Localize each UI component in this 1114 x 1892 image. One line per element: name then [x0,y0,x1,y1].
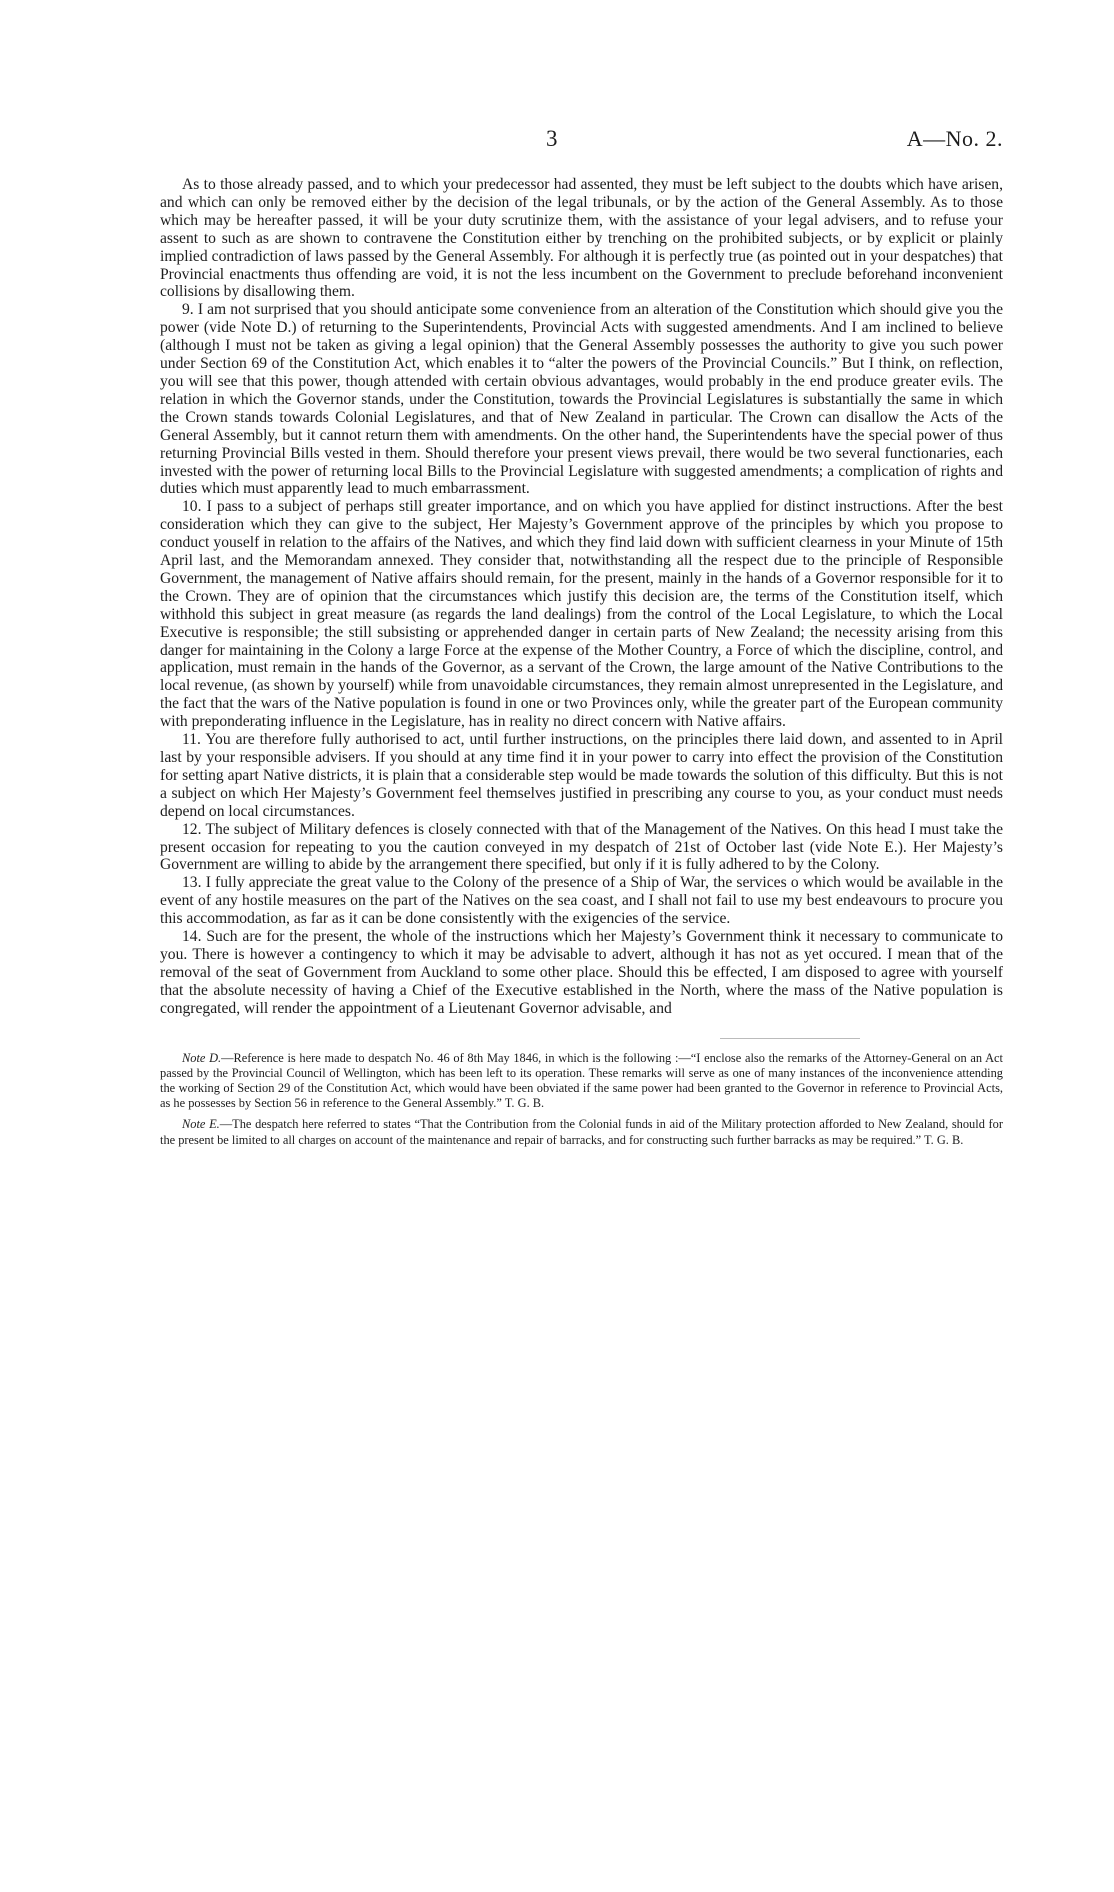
paragraph-10 [160,498,1003,731]
footnote-divider [720,1038,860,1039]
paragraph-text: You are therefore fully authorised to act, until further instructions, on the principles there laid down, and assented to in April last by your responsible advisers. If you should at any time find it in your power to carry into effect the provision of the Constitution for setting apart Native districts, it is plain that a considerable step would be made towards the solution of this difficulty. But this is not a subject on which Her Majesty’s Government feel themselves justified in prescribing any course to you, as your conduct must needs depend on local circumstances. [160,731,1003,820]
paragraph-text: I am not surprised that you should anticipate some convenience from an alteration of the Constitution which should give you the power (vide Note D.) of returning to the Superintendents, Provincial Acts with suggested amendments. And I am inclined to believe (although I must not be taken as giving a legal opinion) that the General Assembly possesses the authority to give you such power under Section 69 of the Constitution Act, which enables it to “alter the powers of the Provincial Councils.” But I think, on reflection, you will see that this power, though attended with certain obvious advantages, would probably in the end produce greater evils. The relation in which the Governor stands, under the Constitution, towards the Provincial Legislatures is substantially the same in which the Crown stands towards Colonial Legislatures, and that of New Zealand in particular. The Crown can disallow the Acts of the General Assembly, but it cannot return them with amendments. On the other hand, the Superintendents have the special power of thus returning Provincial Bills vested in them. Should therefore your present views prevail, there would be two several functionaries, each invested with the power of returning local Bills to the Provincial Legislature with suggested amendments; a complication of rights and duties which must apparently lead to much embarrassment. [160,301,1003,498]
paragraph-11 [160,731,1003,821]
footnote-text: —Reference is here made to despatch No. 46 of 8th May 1846, in which is the following :—“I enclose also the remarks of the Attorney-General on an Act passed by the Provincial Council of Wellington, which has been left to its operation. These remarks will serve as one of many instances of the inconvenience attending the working of Section 29 of the Constitution Act, which would have been obviated if the same power had been granted to the Governor in reference to Provincial Acts, as he possesses by Section 56 in reference to the General Assembly.” T. G. B. [160,1050,1003,1111]
footnote-d [160,1051,1003,1112]
paragraph-number: 12. [182,820,202,838]
paragraph-text: As to those already passed, and to which your predecessor had assented, they must be left subject to the doubts which have arisen, and which can only be removed either by the decision of the legal tribunals, or by the action of the General Assembly. As to those which may be hereafter passed, it will be your duty scrutinize them, with the assistance of your legal advisers, and to refuse your assent to such as are shown to contravene the Constitution either by trenching on the prohibited subjects, or by explicit or plainly implied contradiction of laws passed by the General Assembly. For although it is perfectly true (as pointed out in your despatches) that Provincial enactments thus offending are void, it is not the less incumbent on the Government to preclude beforehand inconvenient collisions by disallowing them. [160,176,1003,301]
paragraph-number: 10. [182,498,202,516]
page-header [160,124,1003,164]
paragraph-continuation [160,176,1003,301]
paragraph-number: 9. [182,301,194,319]
footnote-e [160,1117,1003,1147]
document-page [160,124,1003,1154]
paragraph-13 [160,874,1003,928]
paragraph-number: 11. [182,731,201,749]
paragraph-number: 13. [182,874,202,892]
paragraph-14 [160,928,1003,1018]
paragraph-number: 14. [182,928,202,946]
paragraph-text: I fully appreciate the great value to the Colony of the presence of a Ship of War, the services o which would be available in the event of any hostile measures on the part of the Natives on the sea coast, and I shall not fail to use my best endeavours to procure you this accommodation, as far as it can be done consistently with the exigencies of the service. [160,874,1003,928]
paragraph-text: I pass to a subject of perhaps still greater importance, and on which you have applied for distinct instructions. After the best consideration which they can give to the subject, Her Majesty’s Government approve of the principles by which you propose to conduct youself in relation to the affairs of the Natives, and which they find laid down with sufficient clearness in your Minute of 15th April last, and the Memorandam annexed. They consider that, notwithstanding all the respect due to the principle of Responsible Government, the management of Native affairs should remain, for the present, mainly in the hands of a Governor responsible for it to the Crown. They are of opinion that the circumstances which justify this decision are, the terms of the Constitution itself, which withhold this subject in great measure (as regards the land dealings) from the control of the Local Legislature, to which the Local Executive is responsible; the still subsisting or apprehended danger in certain parts of New Zealand; the necessity arising from this danger for maintaining in the Colony a large Force at the expense of the Mother Country, a Force of which the discipline, control, and application, must remain in the hands of the Governor, as a servant of the Crown, the large amount of the Native Contributions to the local revenue, (as shown by yourself) while from unavoidable circumstances, they remain almost unrepresented in the Legislature, and the fact that the wars of the Native population is found in one or two Provinces only, while the greater part of the European community with preponderating influence in the Legislature, has in reality no direct concern with Native affairs. [160,498,1003,731]
paragraph-9 [160,301,1003,498]
paragraph-text: The subject of Military defences is closely connected with that of the Management of the Natives. On this head I must take the present occasion for repeating to you the caution conveyed in my despatch of 21st of October last (vide Note E.). Her Majesty’s Government are willing to abide by the arrangement there specified, but only if it is fully adhered to by the Colony. [160,820,1003,874]
document-reference: A—No. 2. [906,126,1003,151]
paragraph-text: Such are for the present, the whole of the instructions which her Majesty’s Government think it necessary to communicate to you. There is however a contingency to which it may be advisable to advert, although it has not as yet occured. I mean that of the removal of the seat of Government from Auckland to some other place. Should this be effected, I am disposed to agree with yourself that the absolute necessity of having a Chief of the Executive established in the North, where the mass of the Native population is congregated, will render the appointment of a Lieutenant Governor advisable, and [160,928,1003,1017]
body-text [160,176,1003,1018]
footnotes [160,1051,1003,1148]
paragraph-12 [160,821,1003,875]
footnote-label: Note E. [182,1117,220,1132]
page-number: 3 [546,126,558,151]
footnote-text: —The despatch here referred to states “That the Contribution from the Colonial funds in aid of the Military protection afforded to New Zealand, should for the present be limited to all charges on account of the maintenance and repair of barracks, and for constructing such further barracks as may be required.” T. G. B. [160,1117,1004,1147]
footnote-label: Note D. [182,1050,222,1065]
